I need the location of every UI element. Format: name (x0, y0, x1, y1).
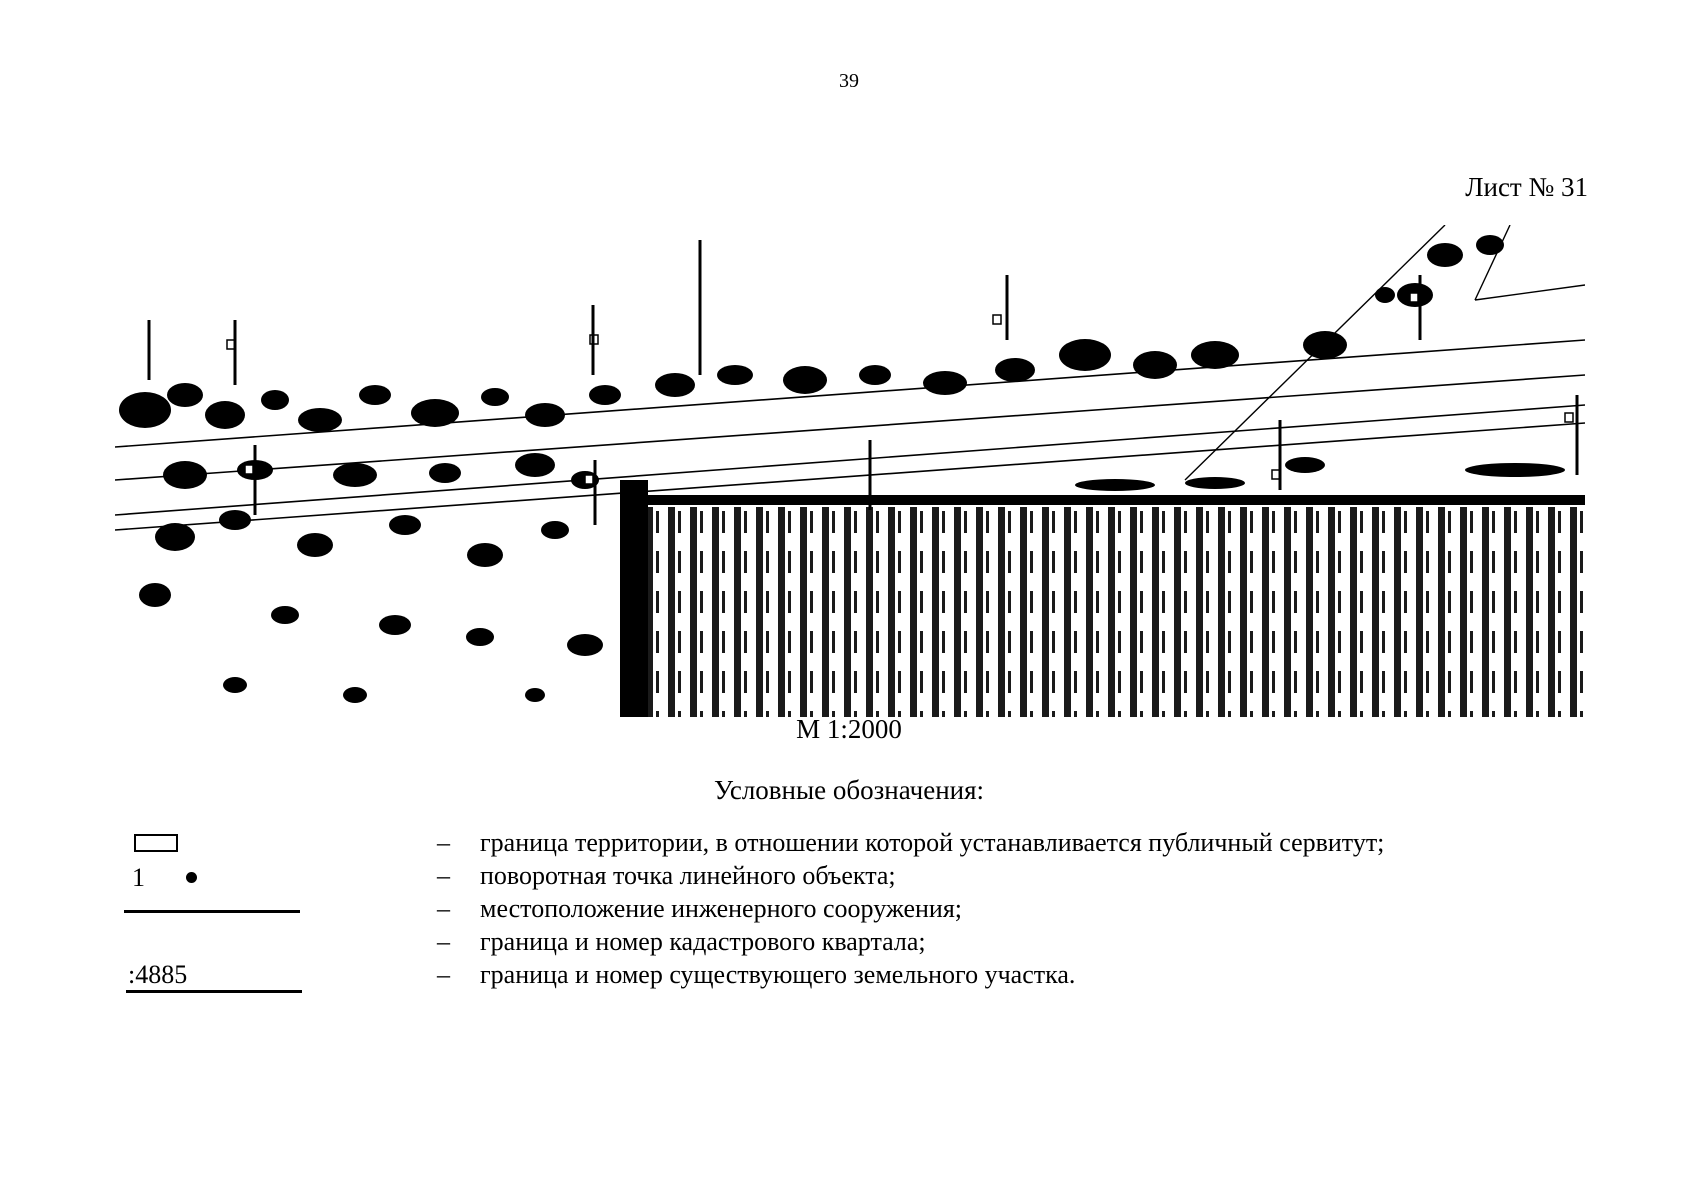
legend-description: поворотная точка линейного объекта; (480, 861, 896, 890)
turning-point-dot-icon (186, 872, 197, 883)
page-number: 39 (839, 70, 859, 92)
map (115, 225, 1585, 717)
legend-dash: – (437, 861, 450, 890)
legend-description: граница и номер существующего земельного участка. (480, 960, 1076, 989)
turning-point-number: 1 (132, 863, 145, 892)
legend-item-cadastral-quarter (0, 927, 1698, 959)
legend-description: граница и номер кадастрового квартала; (480, 927, 926, 956)
legend-item-servitude-boundary (0, 828, 1698, 860)
parcel-boundary-line-symbol (126, 990, 302, 993)
servitude-boundary-symbol (134, 834, 178, 852)
legend-item-engineering-structure (0, 894, 1698, 926)
legend-item-turning-point (0, 861, 1698, 893)
field-area (620, 480, 1585, 717)
legend-description: местоположение инженерного сооружения; (480, 894, 963, 923)
engineering-structure-line-symbol (124, 910, 300, 913)
legend-dash: – (437, 927, 450, 956)
parcel-number-label: :4885 (128, 960, 188, 989)
sheet-label: Лист № 31 (1465, 172, 1588, 202)
legend-dash: – (437, 894, 450, 923)
legend-dash: – (437, 828, 450, 857)
legend-dash: – (437, 960, 450, 989)
legend-description: граница территории, в отношении которой устанавливается публичный сервитут; (480, 828, 1385, 857)
legend-item-parcel-boundary (0, 960, 1698, 992)
legend-title: Условные обозначения: (713, 775, 985, 805)
map-scale: М 1:2000 (796, 714, 902, 744)
